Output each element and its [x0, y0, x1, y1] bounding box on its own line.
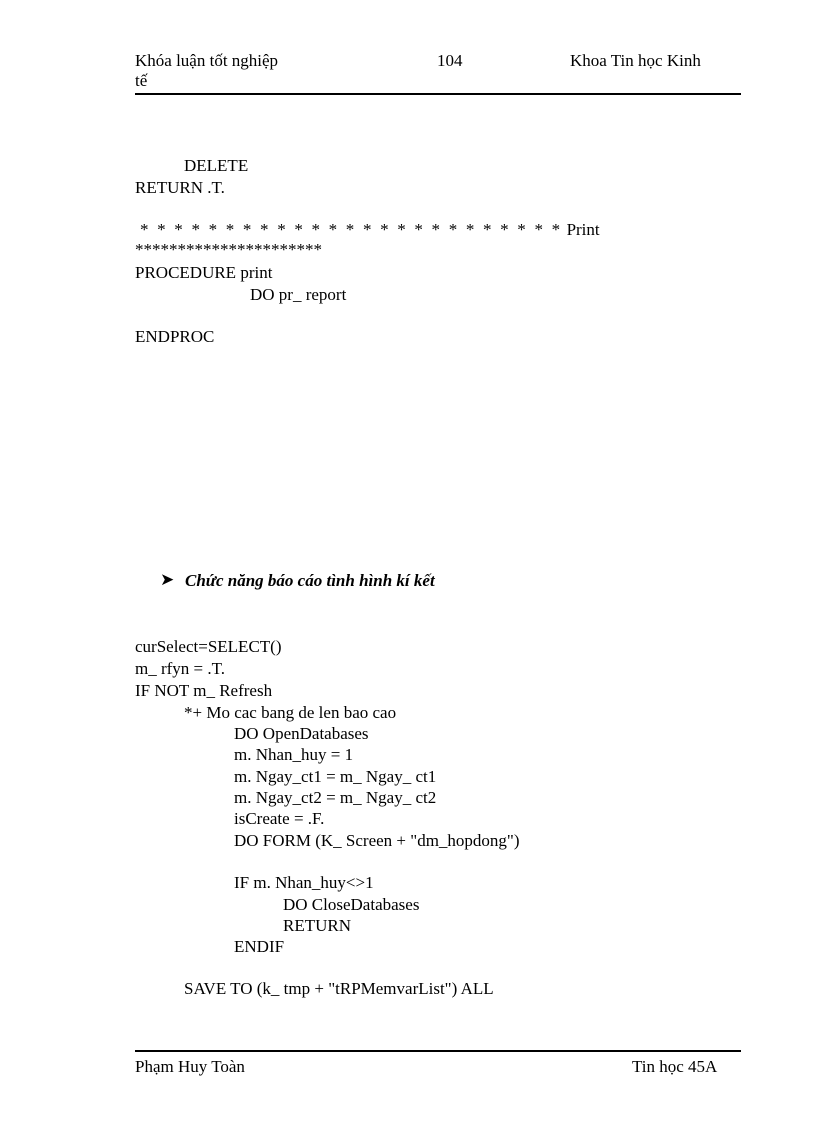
code-line: m. Nhan_huy = 1	[234, 745, 354, 764]
code-line: PROCEDURE print	[135, 263, 273, 282]
code-line: DO CloseDatabases	[283, 895, 420, 914]
stars-spaced: * * * * * * * * * * * * * * * * * * * * * * * * *	[140, 220, 563, 239]
page-number: 104	[437, 51, 463, 70]
stars-compact: **********************	[135, 240, 322, 259]
code-line: m. Ngay_ct1 = m_ Ngay_ ct1	[234, 767, 437, 786]
code-line: *+ Mo cac bang de len bao cao	[184, 703, 397, 722]
stars-comment-line	[140, 220, 600, 240]
code-line: ENDPROC	[135, 327, 215, 346]
code-line: isCreate = .F.	[234, 809, 325, 828]
code-line: RETURN .T.	[135, 178, 225, 197]
code-line: RETURN	[283, 916, 351, 935]
code-line: IF NOT m_ Refresh	[135, 681, 273, 700]
code-line: DO pr_ report	[250, 285, 347, 304]
code-line: m_ rfyn = .T.	[135, 659, 226, 678]
stars-label: Print	[566, 220, 600, 239]
header-department: Khoa Tin học Kinh	[570, 51, 701, 70]
code-line: curSelect=SELECT()	[135, 637, 282, 656]
code-line: IF m. Nhan_huy<>1	[234, 873, 374, 892]
footer-class: Tin học 45A	[632, 1057, 718, 1076]
code-line: m. Ngay_ct2 = m_ Ngay_ ct2	[234, 788, 437, 807]
footer-rule	[135, 1050, 741, 1052]
section-heading: Chức năng báo cáo tình hình kí kết	[185, 571, 435, 590]
arrow-bullet-icon: ➤	[160, 570, 175, 589]
header-rule	[135, 93, 741, 95]
header-title-continued: tế	[135, 71, 148, 90]
code-line: DELETE	[184, 156, 249, 175]
header-title: Khóa luận tốt nghiệp	[135, 51, 279, 70]
code-line: DO FORM (K_ Screen + "dm_hopdong")	[234, 831, 520, 850]
code-line: SAVE TO (k_ tmp + "tRPMemvarList") ALL	[184, 979, 494, 998]
code-line: ENDIF	[234, 937, 285, 956]
code-line: DO OpenDatabases	[234, 724, 369, 743]
footer-author: Phạm Huy Toàn	[135, 1057, 245, 1076]
